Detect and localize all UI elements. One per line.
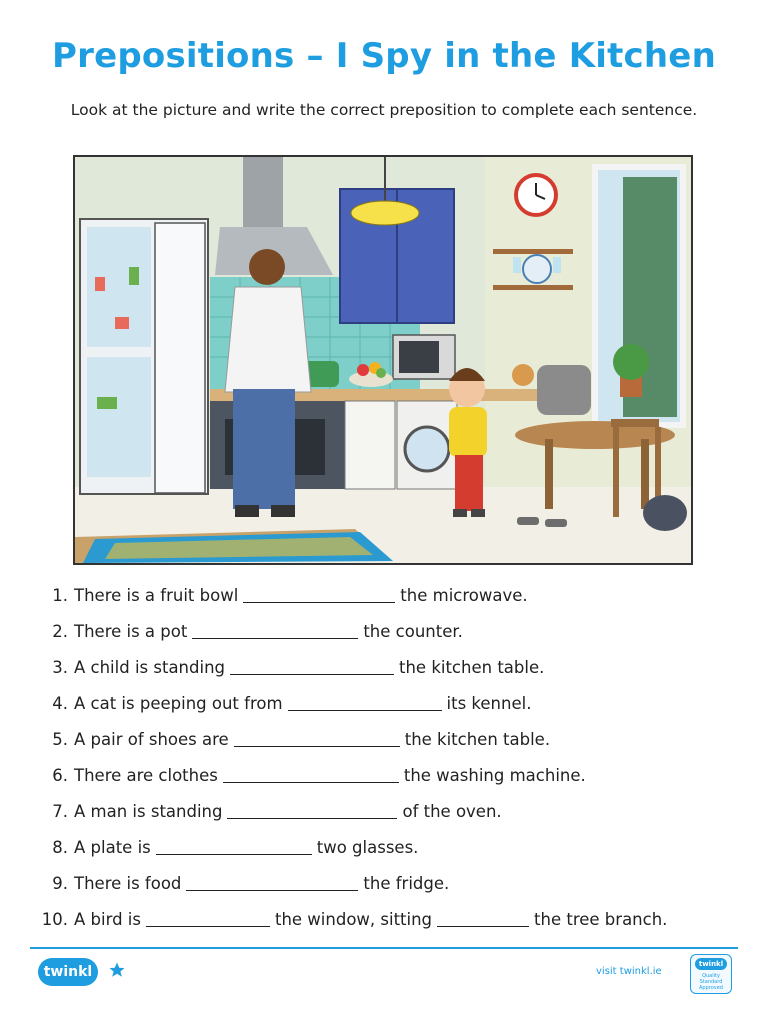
question-text: its kennel.	[446, 694, 532, 713]
kitchen-illustration	[73, 155, 693, 565]
badge-text: Quality Standard Approved	[699, 973, 723, 991]
answer-blank[interactable]	[230, 654, 394, 675]
visit-link[interactable]: visit twinkl.ie	[596, 966, 662, 977]
question-text: of the oven.	[402, 802, 502, 821]
answer-blank[interactable]	[223, 762, 399, 783]
question-text: A man is standing	[74, 802, 223, 821]
question-text: There is a fruit bowl	[74, 586, 239, 605]
question-text: the washing machine.	[403, 766, 586, 785]
answer-blank[interactable]	[227, 798, 397, 819]
question-number: 8.	[52, 838, 68, 857]
question-text: A plate is	[74, 838, 151, 857]
question-number: 5.	[52, 730, 68, 749]
answer-blank[interactable]	[243, 582, 395, 603]
footer-divider	[30, 947, 738, 949]
question-text: the kitchen table.	[399, 658, 545, 677]
question-number: 9.	[52, 874, 68, 893]
question-text: the fridge.	[363, 874, 450, 893]
question-text: two glasses.	[316, 838, 419, 857]
question-text: There is a pot	[74, 622, 188, 641]
question-1	[30, 580, 750, 616]
twinkl-logo: twinkl	[38, 958, 98, 986]
page-title: Prepositions – I Spy in the Kitchen	[52, 36, 716, 76]
answer-blank[interactable]	[234, 726, 400, 747]
star-icon	[108, 961, 126, 979]
instructions: Look at the picture and write the correct preposition to complete each sentence.	[70, 101, 698, 119]
question-number: 4.	[52, 694, 68, 713]
question-text: There is food	[74, 874, 182, 893]
question-text: the window, sitting	[274, 910, 433, 929]
question-text: A child is standing	[74, 658, 225, 677]
question-10	[30, 904, 750, 940]
question-text: the counter.	[363, 622, 463, 641]
question-3	[30, 652, 750, 688]
question-text: A cat is peeping out from	[74, 694, 283, 713]
question-5	[30, 724, 750, 760]
question-text: the microwave.	[400, 586, 528, 605]
question-text: A bird is	[74, 910, 141, 929]
badge-title: twinkl	[695, 958, 727, 970]
answer-blank[interactable]	[156, 834, 312, 855]
question-6	[30, 760, 750, 796]
question-7	[30, 796, 750, 832]
question-number: 7.	[52, 802, 68, 821]
question-text: There are clothes	[74, 766, 218, 785]
question-number: 10.	[41, 910, 68, 929]
quality-badge	[690, 954, 732, 994]
answer-blank[interactable]	[192, 618, 358, 639]
question-number: 1.	[52, 586, 68, 605]
question-number: 3.	[52, 658, 68, 677]
question-number: 2.	[52, 622, 68, 641]
question-list	[30, 580, 750, 940]
question-9	[30, 868, 750, 904]
answer-blank[interactable]	[186, 870, 358, 891]
question-text: A pair of shoes are	[74, 730, 229, 749]
question-4	[30, 688, 750, 724]
answer-blank[interactable]	[288, 690, 442, 711]
answer-blank[interactable]	[437, 906, 529, 927]
question-number: 6.	[52, 766, 68, 785]
question-8	[30, 832, 750, 868]
question-text: the tree branch.	[534, 910, 668, 929]
question-text: the kitchen table.	[404, 730, 551, 749]
question-2	[30, 616, 750, 652]
answer-blank[interactable]	[146, 906, 270, 927]
